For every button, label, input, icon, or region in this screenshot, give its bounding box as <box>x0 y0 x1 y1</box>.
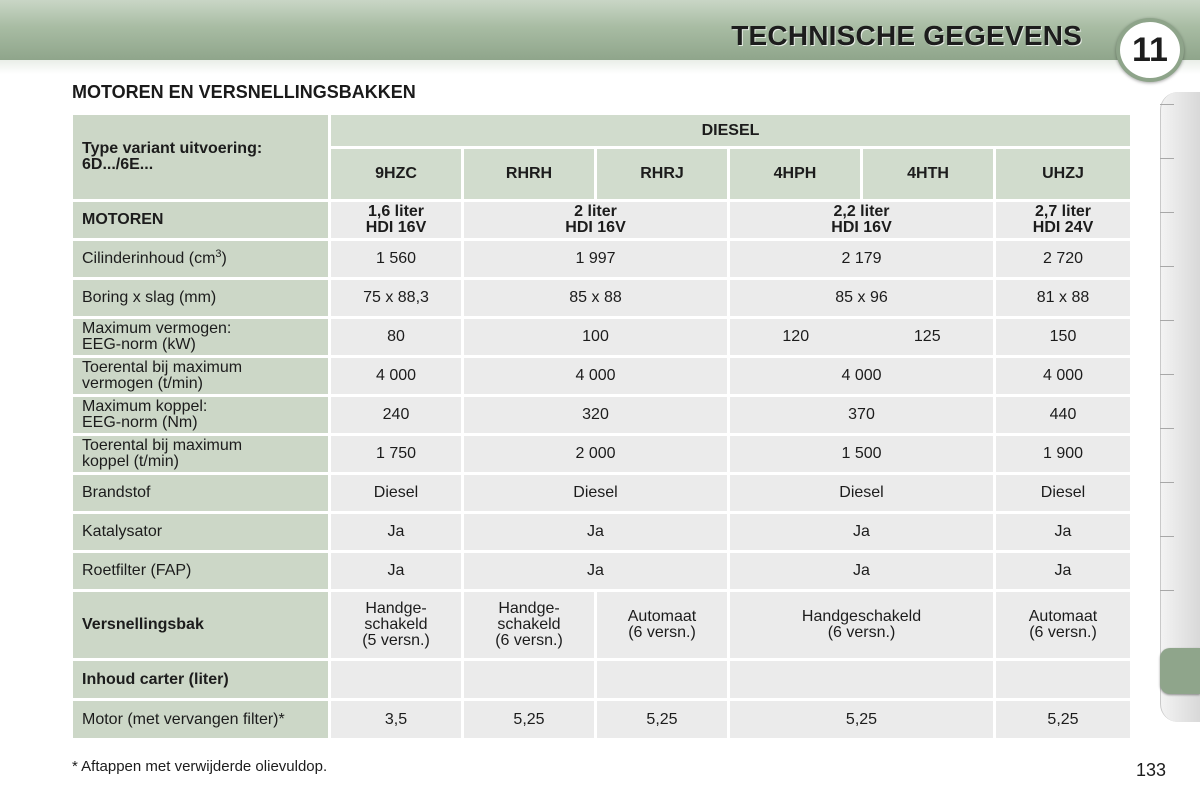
value-cell: Diesel <box>464 475 727 511</box>
value-cell: Ja <box>730 514 993 550</box>
engine-cell: 2,2 liter HDI 16V <box>730 202 993 238</box>
variant-header: 9HZC <box>331 149 461 199</box>
value-cell: 85 x 88 <box>464 280 727 316</box>
value-cell: 240 <box>331 397 461 433</box>
chapter-tab-strip <box>1160 92 1200 722</box>
empty-cell <box>996 661 1130 698</box>
tab-divider <box>1160 320 1174 321</box>
value-cell: Diesel <box>730 475 993 511</box>
value-cell: 75 x 88,3 <box>331 280 461 316</box>
footnote: * Aftappen met verwijderde olievuldop. <box>72 758 328 775</box>
section-title: MOTOREN EN VERSNELLINGSBAKKEN <box>72 82 416 102</box>
value-cell: Ja <box>464 514 727 550</box>
value-cell: 5,25 <box>597 701 727 738</box>
value-cell: Ja <box>331 514 461 550</box>
value-cell: Ja <box>996 553 1130 589</box>
chapter-tab-active <box>1160 648 1200 694</box>
row-label-koppel: Maximum koppel: EEG-norm (Nm) <box>73 397 328 433</box>
value-cell: 4 000 <box>331 358 461 394</box>
gearbox-cell: Handge- schakeld (5 versn.) <box>331 592 461 658</box>
engine-cell: 2,7 liter HDI 24V <box>996 202 1130 238</box>
value-cell: 440 <box>996 397 1130 433</box>
row-label-boring: Boring x slag (mm) <box>73 280 328 316</box>
tab-divider <box>1160 590 1174 591</box>
tab-divider <box>1160 482 1174 483</box>
page-title: TECHNISCHE GEGEVENS <box>731 20 1082 51</box>
gearbox-cell: Automaat (6 versn.) <box>996 592 1130 658</box>
row-label-carter: Inhoud carter (liter) <box>73 661 328 698</box>
row-label-roetfilter: Roetfilter (FAP) <box>73 553 328 589</box>
value-cell: 5,25 <box>464 701 594 738</box>
header-divider <box>0 60 1200 74</box>
empty-cell <box>331 661 461 698</box>
value-cell: 2 000 <box>464 436 727 472</box>
value-cell-split: 120 125 <box>730 319 993 355</box>
value-cell: 1 997 <box>464 241 727 277</box>
row-label-brandstof: Brandstof <box>73 475 328 511</box>
empty-cell <box>597 661 727 698</box>
value-cell: 3,5 <box>331 701 461 738</box>
value-cell: 85 x 96 <box>730 280 993 316</box>
value-cell: 81 x 88 <box>996 280 1130 316</box>
variant-header: 4HTH <box>863 149 993 199</box>
tab-divider <box>1160 536 1174 537</box>
row-label-katalysator: Katalysator <box>73 514 328 550</box>
gearbox-cell: Handge- schakeld (6 versn.) <box>464 592 594 658</box>
variant-header: RHRH <box>464 149 594 199</box>
value-cell: 1 560 <box>331 241 461 277</box>
page-number: 133 <box>1136 760 1167 780</box>
value-cell: 1 750 <box>331 436 461 472</box>
engine-spec-table <box>70 112 1133 741</box>
variant-header: RHRJ <box>597 149 727 199</box>
value-cell: 5,25 <box>996 701 1130 738</box>
engine-cell: 1,6 liter HDI 16V <box>331 202 461 238</box>
value-cell: 2 179 <box>730 241 993 277</box>
empty-cell <box>464 661 594 698</box>
tab-divider <box>1160 212 1174 213</box>
tab-divider <box>1160 104 1174 105</box>
variant-header: 4HPH <box>730 149 860 199</box>
value-cell: 80 <box>331 319 461 355</box>
type-variant-label: Type variant uitvoering: 6D.../6E... <box>73 115 328 199</box>
value-cell: 150 <box>996 319 1130 355</box>
value-cell: Diesel <box>331 475 461 511</box>
value-cell: Ja <box>996 514 1130 550</box>
row-label-vermogen: Maximum vermogen: EEG-norm (kW) <box>73 319 328 355</box>
value-cell: 100 <box>464 319 727 355</box>
value-cell: Ja <box>331 553 461 589</box>
row-label-versnellingsbak: Versnellingsbak <box>73 592 328 658</box>
value-cell: Ja <box>464 553 727 589</box>
value-cell: 320 <box>464 397 727 433</box>
value-cell: 1 500 <box>730 436 993 472</box>
value-cell: 2 720 <box>996 241 1130 277</box>
row-label-motor-filter: Motor (met vervangen filter)* <box>73 701 328 738</box>
row-label-cilinderinhoud: Cilinderinhoud $(cm^3)$ <box>73 241 328 277</box>
value-cell: 1 900 <box>996 436 1130 472</box>
value-cell: 370 <box>730 397 993 433</box>
gearbox-cell: Automaat (6 versn.) <box>597 592 727 658</box>
value-cell: 4 000 <box>996 358 1130 394</box>
empty-cell <box>730 661 993 698</box>
engine-cell: 2 liter HDI 16V <box>464 202 727 238</box>
fuel-group-header: DIESEL <box>331 115 1130 146</box>
tab-divider <box>1160 428 1174 429</box>
row-label-motoren: MOTOREN <box>73 202 328 238</box>
value-cell: 5,25 <box>730 701 993 738</box>
chapter-number-badge: 11 <box>1116 18 1184 82</box>
tab-divider <box>1160 374 1174 375</box>
value-cell: 4 000 <box>464 358 727 394</box>
gearbox-cell: Handgeschakeld (6 versn.) <box>730 592 993 658</box>
value-cell: Ja <box>730 553 993 589</box>
tab-divider <box>1160 266 1174 267</box>
variant-header: UHZJ <box>996 149 1130 199</box>
value-cell: 4 000 <box>730 358 993 394</box>
row-label-toerental-vermogen: Toerental bij maximum vermogen (t/min) <box>73 358 328 394</box>
row-label-toerental-koppel: Toerental bij maximum koppel (t/min) <box>73 436 328 472</box>
tab-divider <box>1160 158 1174 159</box>
value-cell: Diesel <box>996 475 1130 511</box>
